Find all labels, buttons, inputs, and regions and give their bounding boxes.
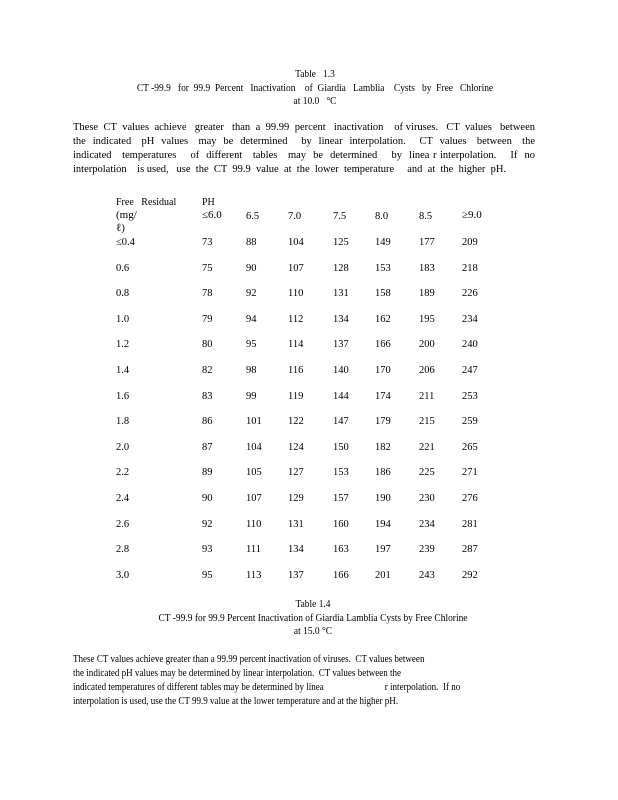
residual-cell: 1.0 [116, 314, 130, 325]
ct-value-cell: 194 [375, 519, 391, 530]
ct-value-cell: 211 [419, 391, 435, 402]
ct-value-cell: 131 [288, 519, 304, 530]
ct-value-cell: 83 [202, 391, 213, 402]
ct-value-cell: 183 [419, 263, 435, 274]
ct-value-cell: 88 [246, 237, 257, 248]
ct-value-cell: 215 [419, 416, 435, 427]
ct-value-cell: 101 [246, 416, 262, 427]
ct-value-cell: 98 [246, 365, 257, 376]
ct-value-cell: 166 [333, 570, 349, 581]
ct-value-cell: 158 [375, 288, 391, 299]
ct-value-cell: 94 [246, 314, 257, 325]
note-line: the indicated pH values may be determined by linear interpolation. CT values between the [73, 668, 402, 679]
table-1-3-temperature: at 10.0 °C [293, 96, 337, 107]
ct-value-cell: 157 [333, 493, 349, 504]
ct-value-cell: 75 [202, 263, 213, 274]
ct-value-cell: 127 [288, 467, 304, 478]
ct-value-cell: 153 [333, 467, 349, 478]
ct-value-cell: 86 [202, 416, 213, 427]
residual-cell: 3.0 [116, 570, 130, 581]
ph-column-header: ≤6.0 [202, 209, 222, 221]
ct-value-cell: 107 [288, 263, 304, 274]
ct-value-cell: 182 [375, 442, 391, 453]
ct-value-cell: 105 [246, 467, 262, 478]
ct-value-cell: 111 [246, 544, 261, 555]
header-ph: PH [202, 197, 215, 208]
note-line: indicated temperatures of different tables may be determined by linea r interpolation. If no [73, 150, 535, 161]
ct-value-cell: 140 [333, 365, 349, 376]
table-1-4-temperature: at 15.0 °C [293, 626, 333, 637]
table-1-4-label: Table 1.4 [295, 599, 331, 610]
ct-value-cell: 131 [333, 288, 349, 299]
ct-value-cell: 122 [288, 416, 304, 427]
ct-value-cell: 247 [462, 365, 478, 376]
residual-cell: 2.0 [116, 442, 130, 453]
ct-value-cell: 189 [419, 288, 435, 299]
ct-value-cell: 197 [375, 544, 391, 555]
ct-value-cell: 112 [288, 314, 304, 325]
ct-value-cell: 137 [333, 339, 349, 350]
ct-value-cell: 259 [462, 416, 478, 427]
residual-cell: 0.8 [116, 288, 130, 299]
ct-value-cell: 110 [246, 519, 262, 530]
ph-column-header: 6.5 [246, 211, 260, 222]
residual-cell: 2.4 [116, 493, 130, 504]
ct-value-cell: 149 [375, 237, 391, 248]
ct-value-cell: 160 [333, 519, 349, 530]
ct-value-cell: 134 [333, 314, 349, 325]
ph-column-header: 7.5 [333, 211, 347, 222]
ct-value-cell: 206 [419, 365, 435, 376]
ct-value-cell: 80 [202, 339, 213, 350]
ct-value-cell: 144 [333, 391, 349, 402]
residual-cell: 2.6 [116, 519, 130, 530]
ct-value-cell: 271 [462, 467, 478, 478]
ct-value-cell: 134 [288, 544, 304, 555]
ct-value-cell: 147 [333, 416, 349, 427]
ct-value-cell: 174 [375, 391, 391, 402]
table-1-3-caption [37, 68, 593, 109]
ct-value-cell: 92 [246, 288, 257, 299]
residual-cell: 1.4 [116, 365, 130, 376]
header-free-residual: Free Residual [116, 197, 177, 208]
ct-value-cell: 73 [202, 237, 213, 248]
ct-value-cell: 110 [288, 288, 304, 299]
ph-column-header: 7.0 [288, 211, 302, 222]
residual-cell: 2.2 [116, 467, 130, 478]
ct-value-cell: 82 [202, 365, 213, 376]
header-unit: (mg/ℓ) [116, 209, 137, 234]
ct-value-cell: 200 [419, 339, 435, 350]
ct-value-cell: 265 [462, 442, 478, 453]
ct-value-cell: 253 [462, 391, 478, 402]
note-line: These CT values achieve greater than a 99.99 percent inactivation of viruses. CT values between [73, 654, 425, 665]
ct-value-cell: 125 [333, 237, 349, 248]
table-1-3-note [73, 121, 535, 177]
ct-value-cell: 113 [246, 570, 262, 581]
ct-value-cell: 218 [462, 263, 478, 274]
table-1-3-title: CT -99.9 for 99.9 Percent Inactivation of Giardia Lamblia Cysts by Free Chlorine [136, 82, 494, 94]
ct-value-cell: 116 [288, 365, 304, 376]
ct-value-cell: 240 [462, 339, 478, 350]
ph-column-header: 8.0 [375, 211, 389, 222]
note-line: interpolation is used, use the CT 99.9 value at the lower temperature and at the higher pH. [73, 164, 507, 175]
ct-value-cell: 93 [202, 544, 213, 555]
ct-value-cell: 201 [375, 570, 391, 581]
residual-cell: ≤0.4 [116, 237, 135, 248]
ct-value-cell: 153 [375, 263, 391, 274]
residual-cell: 1.8 [116, 416, 130, 427]
ct-value-cell: 78 [202, 288, 213, 299]
table-1-4-caption [35, 598, 591, 639]
ct-value-cell: 107 [246, 493, 262, 504]
note-line: interpolation is used, use the CT 99.9 value at the lower temperature and at the higher pH. [73, 696, 399, 707]
ph-column-header: 8.5 [419, 211, 433, 222]
residual-cell: 1.2 [116, 339, 130, 350]
residual-cell: 2.8 [116, 544, 130, 555]
table-1-4-title: CT -99.9 for 99.9 Percent Inactivation of Giardia Lamblia Cysts by Free Chlorine [158, 612, 468, 624]
ct-value-cell: 104 [288, 237, 304, 248]
ct-value-cell: 92 [202, 519, 213, 530]
residual-cell: 0.6 [116, 263, 130, 274]
ct-value-cell: 287 [462, 544, 478, 555]
ct-value-cell: 128 [333, 263, 349, 274]
ct-value-cell: 225 [419, 467, 435, 478]
note-line: the indicated pH values may be determined by linear interpolation. CT values between the [73, 136, 535, 147]
ct-value-cell: 221 [419, 442, 435, 453]
ct-value-cell: 162 [375, 314, 391, 325]
ct-value-cell: 170 [375, 365, 391, 376]
ct-value-cell: 243 [419, 570, 435, 581]
ct-value-cell: 79 [202, 314, 213, 325]
ct-value-cell: 281 [462, 519, 478, 530]
ct-value-cell: 124 [288, 442, 304, 453]
ct-value-cell: 177 [419, 237, 435, 248]
ct-value-cell: 234 [419, 519, 435, 530]
ct-value-cell: 209 [462, 237, 478, 248]
ct-value-cell: 99 [246, 391, 257, 402]
ct-value-cell: 129 [288, 493, 304, 504]
ct-value-cell: 292 [462, 570, 478, 581]
residual-cell: 1.6 [116, 391, 130, 402]
ct-value-cell: 95 [246, 339, 257, 350]
ct-value-cell: 89 [202, 467, 213, 478]
table-1-4-note [73, 653, 460, 709]
ct-value-cell: 119 [288, 391, 304, 402]
ct-value-cell: 226 [462, 288, 478, 299]
ct-value-cell: 90 [246, 263, 257, 274]
ct-value-cell: 150 [333, 442, 349, 453]
ct-value-cell: 230 [419, 493, 435, 504]
ct-value-cell: 239 [419, 544, 435, 555]
note-line: indicated temperatures of different tables may be determined by linea r interpolation. If no [73, 682, 461, 693]
ct-value-cell: 95 [202, 570, 213, 581]
ph-column-header: ≥9.0 [462, 209, 482, 221]
ct-value-cell: 163 [333, 544, 349, 555]
ct-value-cell: 104 [246, 442, 262, 453]
ct-value-cell: 114 [288, 339, 304, 350]
ct-value-cell: 90 [202, 493, 213, 504]
ct-value-cell: 137 [288, 570, 304, 581]
ct-value-cell: 234 [462, 314, 478, 325]
ct-value-cell: 276 [462, 493, 478, 504]
ct-value-cell: 179 [375, 416, 391, 427]
ct-value-cell: 87 [202, 442, 213, 453]
ct-value-cell: 190 [375, 493, 391, 504]
ct-value-cell: 186 [375, 467, 391, 478]
table-1-3-label: Table 1.3 [295, 69, 335, 80]
note-line: These CT values achieve greater than a 99.99 percent inactivation of viruses. CT values between [73, 122, 535, 133]
ct-value-cell: 195 [419, 314, 435, 325]
ct-value-cell: 166 [375, 339, 391, 350]
